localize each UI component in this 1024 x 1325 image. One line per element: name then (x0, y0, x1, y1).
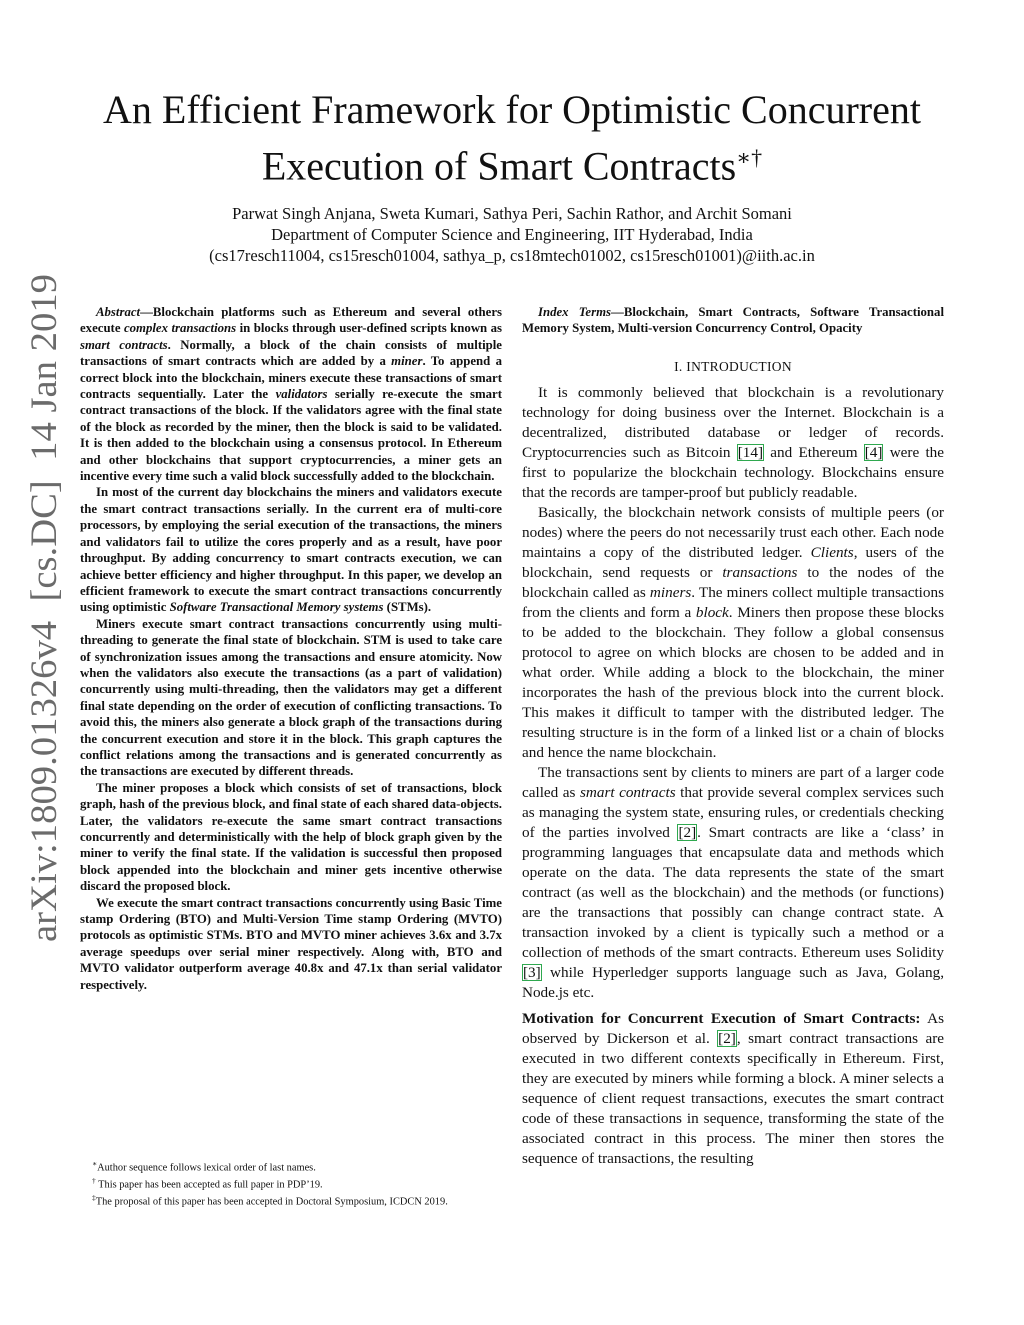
body-text: to the nodes of the blockchain called as (522, 563, 944, 601)
section-heading-introduction (522, 359, 944, 375)
author-names: Parwat Singh Anjana, Sweta Kumari, Sathya Peri, Sachin Rathor, and Archit Somani (232, 204, 792, 223)
body-paragraph (522, 763, 944, 1003)
abstract-paragraph (80, 304, 502, 484)
body-text: . The miners collect multiple transactions from the clients and form a (522, 583, 944, 621)
footnotes (80, 1158, 510, 1209)
footnote-text: Author sequence follows lexical order of last names. (97, 1162, 316, 1174)
title-line-1: An Efficient Framework for Optimistic Concurrent (103, 87, 921, 132)
footnote (80, 1192, 510, 1209)
footnote-mark: ∗ (92, 1159, 98, 1168)
body-paragraph (522, 503, 944, 763)
body-text: while Hyperledger supports language such as Java, Golang, Node.js etc. (522, 963, 944, 1001)
body-text: that provide several complex services such as managing the system state, ensuring rules, or credentials checking of the parties involved (522, 783, 944, 841)
author-block (60, 203, 964, 266)
abstract-text: (STMs). (383, 600, 432, 615)
body-emphasis: Clients (810, 543, 854, 561)
body-text: As observed by Dickerson et al. (522, 1009, 944, 1047)
abstract-text: —Blockchain platforms such as Ethereum and several others execute (80, 305, 502, 336)
footnote (80, 1175, 510, 1192)
footnote-text: This paper has been accepted as full paper in PDP’19. (95, 1179, 323, 1191)
author-affiliation: Department of Computer Science and Engineering, IIT Hyderabad, India (271, 225, 753, 244)
footnote-text: The proposal of this paper has been accepted in Doctoral Symposium, ICDCN 2019. (95, 1196, 448, 1208)
abstract-paragraph (80, 484, 502, 615)
title-footnote-marks: ∗† (736, 145, 763, 170)
abstract-paragraph: The miner proposes a block which consists of set of transactions, block graph, hash of the previous block, and final state of each shared data-objects. Later, the validators re-execute the same smart contract transactions concurrently and deterministically with the help of block graph given by the miner to verify the final state. If the validation is successful then proposed block appended into the blockchain and miner gets incentive otherwise discard the proposed block. (80, 780, 502, 894)
title-line-2 (60, 134, 964, 190)
title-line-2-text: Execution of Smart Contracts (261, 143, 737, 189)
body-text: Basically, the blockchain network consists of multiple peers (or nodes) where the peers do not necessarily trust each other. Each node maintains a copy of the distributed ledger. (522, 503, 944, 561)
abstract-emphasis: validators (275, 387, 328, 402)
abstract-text: in blocks through user-defined scripts known as (236, 321, 502, 336)
body-text: . Miners then propose these blocks to be added to the blockchain. They follow a global consensus protocol to agree on which blocks are chosen to be added and in what order. While adding a block to the blockchain, the miner incorporates the hash of the previous block into the current block. This makes it difficult to tamper with the distributed ledger. The resulting structure is in the form of a linked list or a chain of blocks and hence the name blockchain. (522, 603, 944, 761)
body-text: , users of the blockchain, send requests or (522, 543, 945, 581)
body-text: . Smart contracts are like a ‘class’ in programming languages that encapsulate data and methods which operate on the data. The data represents the state of the smart contract (as well as the blockchain) and the methods (or functions) are the transactions that possibly can change contract state. A transaction invoked by a client is typically such a method or a collection of methods of the smart contracts. Ethereum uses Solidity (522, 823, 944, 961)
abstract-text: In most of the current day blockchains the miners and validators execute the smart contract transactions serially. In the current era of multi-core processors, by employing the serial execution of the transactions, the miners and validators fail to utilize the cores properly and as a result, have poor throughput. By adding concurrency to smart contracts execution, we can achieve better efficiency and higher throughput. In this paper, we develop an efficient framework to execute the smart contract transactions concurrently using optimistic (80, 485, 502, 615)
motivation-paragraph (522, 1009, 944, 1169)
body-text: It is commonly believed that blockchain is a revolutionary technology for doing business over the Internet. Blockchain is a decentralized, distributed database or ledger of records. Cryptocurrencies such as Bitcoin (522, 383, 944, 461)
right-column (522, 304, 944, 1169)
citation-link[interactable]: [14] (737, 443, 764, 461)
motivation-label: Motivation for Concurrent Execution of Smart Contracts: (522, 1009, 921, 1027)
footnote (80, 1158, 510, 1175)
abstract-emphasis: smart contracts (80, 337, 168, 352)
index-terms (522, 304, 944, 337)
abstract-text: . To append a correct block into the blockchain, miners execute these transactions of smart contracts sequentially. Later the (80, 354, 502, 402)
footnote-mark: † (92, 1176, 96, 1186)
body-emphasis: smart contracts (579, 783, 676, 801)
arxiv-identifier (8, 262, 72, 962)
body-emphasis: block (695, 603, 729, 621)
introduction-body (522, 383, 944, 1169)
abstract-emphasis: miner (391, 354, 423, 369)
body-paragraph (522, 383, 944, 503)
abstract-label: Abstract (96, 305, 141, 319)
abstract-emphasis: complex transactions (123, 321, 237, 336)
citation-link[interactable]: [4] (864, 443, 883, 461)
body-emphasis: miners (649, 583, 692, 601)
abstract-text: . Normally, a block of the chain consists of multiple transactions of smart contracts which are added by a (80, 337, 502, 369)
section-numeral: I. I (674, 358, 692, 374)
footnote-mark: ‡ (92, 1193, 96, 1203)
abstract (80, 304, 502, 993)
arxiv-identifier-svg (8, 262, 72, 962)
body-text: The transactions sent by clients to miners are part of a larger code called as (522, 763, 944, 801)
paper-title (60, 86, 964, 190)
abstract-paragraph: We execute the smart contract transactions concurrently using Basic Time stamp Ordering (BTO) and Multi-Version Time stamp Ordering (MVTO) protocols as optimistic STMs. BTO and MVTO miner achieves 3.6x and 3.7x average speedups over serial miner respectively. Along with, BTO and MVTO validator outperform average 40.8x and 47.1x than serial validator respectively. (80, 895, 502, 992)
abstract-text: serially re-execute the smart contract transactions of the block. If the validators agree with the final state of the block as recorded by the miner, then the block is said to be validated. It is then added to the blockchain using a consensus protocol. In Ethereum and other blockchains that support cryptocurrencies, a miner gets an incentive every time such a valid block successfully added to the blockchain. (80, 387, 503, 484)
body-emphasis: transactions (722, 563, 798, 581)
citation-link[interactable]: [2] (678, 823, 697, 841)
citation-link[interactable]: [3] (523, 963, 541, 981)
citation-link[interactable]: [2] (718, 1029, 736, 1047)
arxiv-identifier-text: arXiv:1809.01326v4 [cs.DC] 14 Jan 2019 (24, 294, 65, 942)
author-emails: (cs17resch11004, cs15resch01004, sathya_p, cs18mtech01002, cs15resch01001)@iith.ac.in (209, 246, 815, 265)
index-terms-label: Index Terms (538, 305, 612, 319)
abstract-emphasis: Software Transactional Memory systems (169, 600, 384, 615)
section-title: NTRODUCTION (691, 358, 792, 374)
index-terms-text: —Blockchain, Smart Contracts, Software Transactional Memory System, Multi-version Concurrency Control, Opacity (522, 305, 944, 336)
body-text: were the first to popularize the blockchain technology. Blockchains ensure that the records are tamper-proof but publicly readable. (522, 443, 945, 501)
abstract-paragraph: Miners execute smart contract transactions concurrently using multi-threading to generate the final state of blockchain. STM is used to take care of synchronization issues among the transactions and ensure atomicity. Now when the validators also execute the transactions (as a part of validation) concurrently using multi-threading, then the validators may get a different final state depending on the order of execution of conflicting transactions. To avoid this, the miners also generate a block graph of the transactions during the concurrent execution and store it in the block. This graph captures the conflict relations among the transactions and is generated concurrently as the transactions are executed by different threads. (80, 616, 502, 779)
body-text: and Ethereum (764, 443, 864, 461)
body-text: , smart contract transactions are executed in two different contexts specifically in Ethereum. First, they are executed by miners while forming a block. A miner selects a sequence of client request transactions, executes the smart contract code of these transactions in sequence, transforming the state of the associated contract in this process. The miner then stores the sequence of transactions, the resulting (522, 1029, 944, 1167)
